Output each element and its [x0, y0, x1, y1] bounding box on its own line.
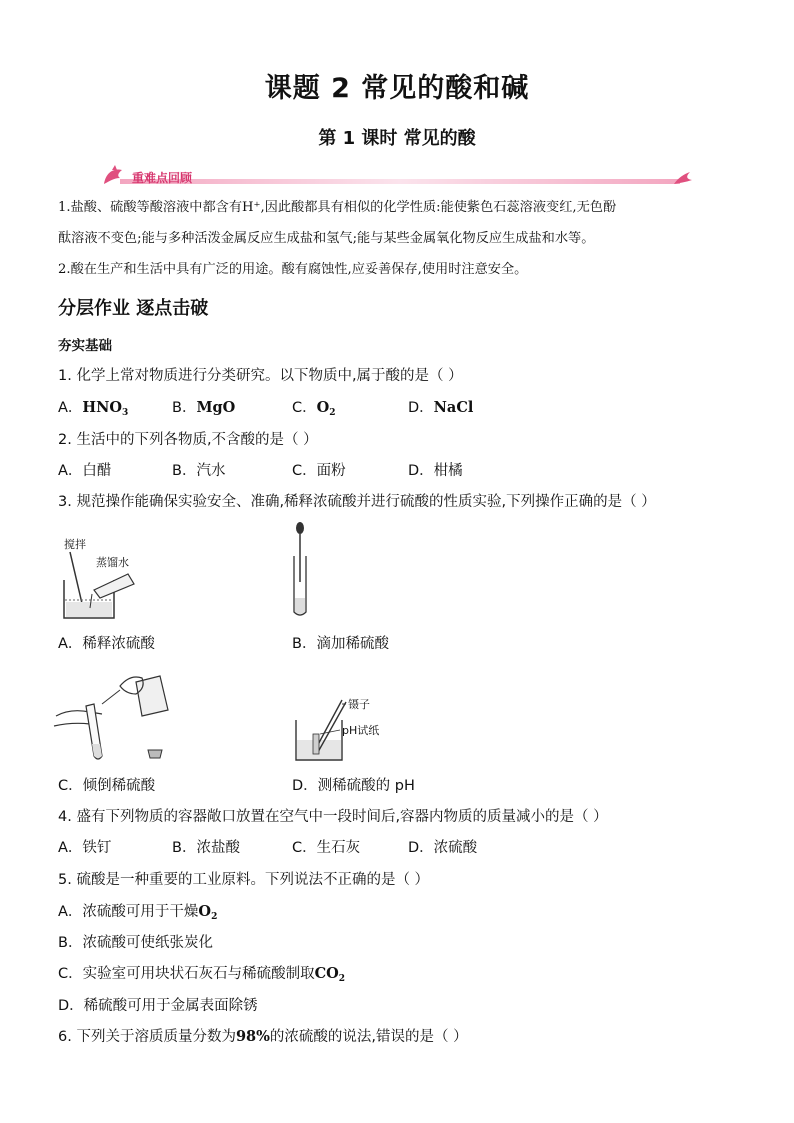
q3-option-b[interactable]: B．滴加稀硫酸 [292, 636, 389, 652]
q5-option-d[interactable]: D．稀硫酸可用于金属表面除锈 [58, 998, 258, 1014]
q3-option-d[interactable]: D．测稀硫酸的 pH [292, 778, 415, 794]
q2-option-c[interactable]: C．面粉 [292, 463, 346, 479]
review-paragraph-2: 2.酸在生产和生活中具有广泛的用途。酸有腐蚀性,应妥善保存,使用时注意安全。 [58, 262, 528, 277]
q4-option-c[interactable]: C．生石灰 [292, 840, 361, 856]
q2-option-a[interactable]: A．白醋 [58, 463, 112, 479]
q3-option-a[interactable]: A．稀释浓硫酸 [58, 636, 155, 652]
q4-option-b[interactable]: B．浓盐酸 [172, 840, 240, 856]
question-4-stem: 4. 盛有下列物质的容器敞口放置在空气中一段时间后,容器内物质的质量减小的是（ ） [58, 809, 608, 825]
figure-label-stir: 搅拌 [64, 538, 86, 551]
pouring-figure [50, 664, 180, 764]
q1-option-c[interactable]: C．$O_2$ [292, 399, 336, 418]
question-3-stem: 3. 规范操作能确保实验安全、准确,稀释浓硫酸并进行硫酸的性质实验,下列操作正确的是（ ） [58, 494, 656, 510]
q1-option-d[interactable]: D．NaCl [408, 399, 474, 416]
q2-option-d[interactable]: D．柑橘 [408, 463, 463, 479]
q1-option-b[interactable]: B．MgO [172, 399, 236, 416]
q4-option-d[interactable]: D．浓硫酸 [408, 840, 478, 856]
q5-option-c[interactable]: C．实验室可用块状石灰石与稀硫酸制取$CO_2$ [58, 965, 346, 984]
question-2-stem: 2. 生活中的下列各物质,不含酸的是（ ） [58, 432, 318, 448]
review-line: 1.盐酸、硫酸等酸溶液中都含有H⁺,因此酸都具有相似的化学性质:能使紫色石蕊溶液变红,无色酚 [58, 200, 617, 215]
question-5-stem: 5. 硫酸是一种重要的工业原料。下列说法不正确的是（ ） [58, 872, 430, 888]
question-6-stem: 6. 下列关于溶质质量分数为98%的浓硫酸的说法,错误的是（ ） [58, 1028, 468, 1045]
figure-label-water: 蒸馏水 [96, 556, 129, 569]
subsection-title: 夯实基础 [58, 338, 112, 354]
review-paragraph-1 [58, 192, 748, 254]
page-title: 课题 2 常见的酸和碱 [264, 73, 530, 104]
ph-test-figure [290, 690, 400, 766]
review-line: 酞溶液不变色;能与多种活泼金属反应生成盐和氢气;能与某些金属氧化物反应生成盐和水等。 [58, 231, 595, 246]
review-label: 重难点回顾 [132, 171, 193, 185]
section-title: 分层作业 逐点击破 [58, 298, 209, 319]
q1-option-a[interactable]: A．$HNO_3$ [58, 399, 129, 418]
page-subtitle: 第 1 课时 常见的酸 [318, 128, 476, 149]
question-1-stem: 1. 化学上常对物质进行分类研究。以下物质中,属于酸的是（ ） [58, 368, 463, 384]
dilution-figure [56, 532, 156, 622]
review-banner [100, 164, 696, 188]
q2-option-b[interactable]: B．汽水 [172, 463, 226, 479]
q4-option-a[interactable]: A．铁钉 [58, 840, 112, 856]
figure-label-ph-paper: pH试纸 [342, 724, 380, 737]
figure-label-tweezers: 镊子 [348, 698, 370, 711]
q5-option-a[interactable]: A．浓硫酸可用于干燥$O_2$ [58, 903, 218, 922]
dropper-figure [286, 520, 316, 620]
q5-option-b[interactable]: B．浓硫酸可使纸张炭化 [58, 935, 213, 951]
q3-option-c[interactable]: C．倾倒稀硫酸 [58, 778, 156, 794]
